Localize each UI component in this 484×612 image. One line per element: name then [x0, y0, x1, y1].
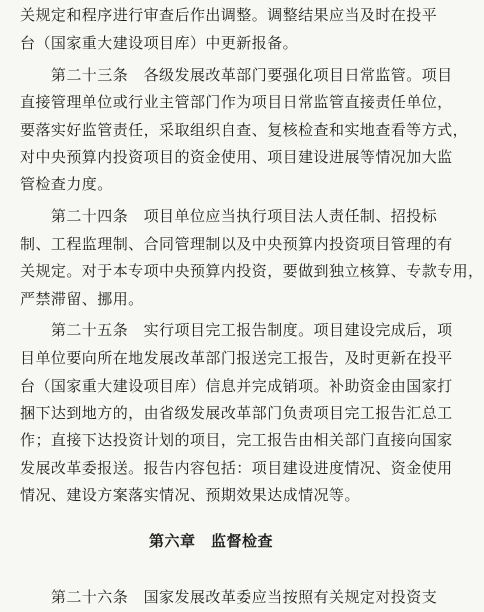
body-line: 严禁滞留、挪用。	[20, 290, 144, 308]
body-line: 直接管理单位或行业主管部门作为项目日常监管直接责任单位，	[20, 93, 453, 111]
body-line: 发展改革委报送。报告内容包括：项目建设进度情况、资金使用	[20, 459, 453, 477]
body-line: 作；直接下达投资计划的项目，完工报告由相关部门直接向国家	[20, 431, 453, 449]
body-line: 关规定。对于本专项中央预算内投资，要做到独立核算、专款专用，	[20, 262, 484, 280]
body-line: 第二十三条 各级发展改革部门要强化项目日常监管。项目	[20, 66, 453, 84]
body-line: 捆下达到地方的，由省级发展改革部门负责项目完工报告汇总工	[20, 404, 453, 422]
body-line: 要落实好监管责任，采取组织自查、复核检查和实地查看等方式，	[20, 121, 469, 139]
body-line: 制、工程监理制、合同管理制以及中央预算内投资项目管理的有	[20, 235, 453, 253]
body-line: 台（国家重大建设项目库）中更新报备。	[20, 34, 299, 52]
body-line: 管检查力度。	[20, 175, 113, 193]
body-line: 情况、建设方案落实情况、预期效果达成情况等。	[20, 486, 360, 504]
body-line: 对中央预算内投资项目的资金使用、项目建设进展等情况加大监	[20, 148, 453, 166]
chapter-title: 第六章 监督检查	[148, 532, 273, 550]
body-line: 第二十四条 项目单位应当执行项目法人责任制、招投标	[20, 207, 438, 225]
body-line: 台（国家重大建设项目库）信息并完成销项。补助资金由国家打	[20, 377, 453, 395]
body-line: 目单位要向所在地发展改革部门报送完工报告，及时更新在投平	[20, 349, 453, 367]
body-line: 第二十六条 国家发展改革委应当按照有关规定对投资支	[20, 588, 438, 606]
body-line: 第二十五条 实行项目完工报告制度。项目建设完成后，项	[20, 321, 453, 339]
body-line: 关规定和程序进行审查后作出调整。调整结果应当及时在投平	[20, 6, 438, 24]
